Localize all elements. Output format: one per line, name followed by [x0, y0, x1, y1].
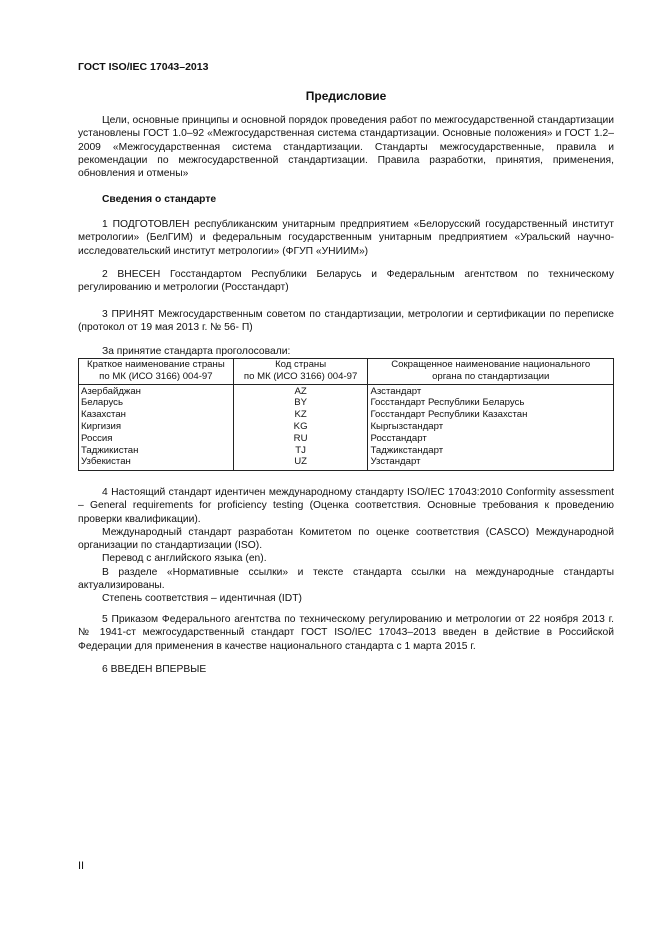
item-2-paragraph: 2 ВНЕСЕН Госстандартом Республики Беларусь и Федеральным агентством по техническому регулированию и метрологии (Росстандарт)	[78, 269, 614, 294]
item-4-references: В разделе «Нормативные ссылки» и тексте стандарта ссылки на международные стандарты актуализированы.	[78, 566, 614, 592]
cell-body: Азстандарт	[368, 384, 614, 397]
cell-code: AZ	[233, 384, 368, 397]
table-row	[79, 384, 614, 397]
table-row	[79, 456, 614, 470]
cell-code: UZ	[233, 456, 368, 470]
cell-country: Беларусь	[79, 397, 234, 409]
cell-code: RU	[233, 433, 368, 445]
header-country-line2: по МК (ИСО 3166) 004-97	[99, 370, 213, 382]
header-country-line1: Краткое наименование страны	[87, 359, 225, 370]
table-row	[79, 397, 614, 409]
intro-paragraph: Цели, основные принципы и основной порядок проведения работ по межгосударственной стандартизации установлены ГОСТ 1.0–92 «Межгосударственная система стандартизации. Основные положения» и ГОСТ 1.2–2009 «Межгосударственная система стандартизации. Стандарты межгосударственные, правила и рекомендации по межгосударственной стандартизации. Правила разработки, принятия, применения, обновления и отмены»	[78, 115, 614, 180]
cell-body: Госстандарт Республики Беларусь	[368, 397, 614, 409]
header-body-line2: органа по стандартизации	[432, 370, 550, 382]
cell-country: Киргизия	[79, 421, 234, 433]
item-5-paragraph: 5 Приказом Федерального агентства по техническому регулированию и метрологии от 22 ноября 2013 г. № 1941-ст межгосударственный стандарт ГОСТ ISO/IEC 17043–2013 введен в действие в Российской Федерации для применения в качестве национального стандарта с 1 марта 2015 г.	[78, 614, 614, 652]
header-code-line1: Код страны	[275, 359, 327, 370]
header-code	[233, 359, 368, 385]
cell-code: KG	[233, 421, 368, 433]
header-body-line1: Сокращенное наименование национального	[391, 359, 591, 370]
votes-table	[78, 358, 614, 471]
cell-code: TJ	[233, 445, 368, 457]
item-4-conformity: Степень соответствия – идентичная (IDT)	[102, 593, 302, 605]
table-header-row	[79, 359, 614, 385]
cell-country: Казахстан	[79, 409, 234, 421]
page-title: Предисловие	[305, 89, 387, 103]
item-4-block	[78, 486, 614, 606]
table-row	[79, 433, 614, 445]
header-code-line2: по МК (ИСО 3166) 004-97	[243, 370, 358, 382]
cell-code: KZ	[233, 409, 368, 421]
info-heading: Сведения о стандарте	[102, 194, 217, 205]
item-4-developer: Международный стандарт разработан Комитетом по оценке соответствия (CASCO) Международной организации по стандартизации (ISO).	[78, 526, 614, 552]
item-6-paragraph: 6 ВВЕДЕН ВПЕРВЫЕ	[102, 664, 207, 675]
item-4-translation: Перевод с английского языка (en).	[102, 553, 267, 565]
document-code-header: ГОСТ ISO/IEC 17043–2013	[78, 61, 209, 73]
item-1-paragraph: 1 ПОДГОТОВЛЕН республиканским унитарным предприятием «Белорусский государственный институт метрологии» (БелГИМ) и федеральным государственным унитарным предприятием «Уральский научно-исследовательский институт метрологии» (ФГУП «УНИИМ»)	[78, 219, 614, 257]
votes-caption: За принятие стандарта проголосовали:	[102, 346, 291, 357]
table-row	[79, 421, 614, 433]
header-body	[368, 359, 614, 385]
cell-body: Росстандарт	[368, 433, 614, 445]
table-row	[79, 409, 614, 421]
page-number: II	[78, 860, 85, 872]
cell-country: Россия	[79, 433, 234, 445]
item-3-paragraph: 3 ПРИНЯТ Межгосударственным советом по стандартизации, метрологии и сертификации по переписке (протокол от 19 мая 2013 г. № 56- П)	[78, 309, 614, 334]
cell-country: Азербайджан	[79, 384, 234, 397]
cell-code: BY	[233, 397, 368, 409]
item-4-paragraph: 4 Настоящий стандарт идентичен международному стандарту ISO/IEC 17043:2010 Conformity assessment – General requirements for proficiency testing (Оценка соответствия. Основные требования к проведению проверки квалификации).	[78, 487, 614, 525]
table-row	[79, 445, 614, 457]
cell-body: Узстандарт	[368, 456, 614, 470]
cell-body: Госстандарт Республики Казахстан	[368, 409, 614, 421]
cell-body: Таджикстандарт	[368, 445, 614, 457]
cell-country: Таджикистан	[79, 445, 234, 457]
cell-country: Узбекистан	[79, 456, 234, 470]
cell-body: Кыргызстандарт	[368, 421, 614, 433]
header-country	[79, 359, 234, 385]
